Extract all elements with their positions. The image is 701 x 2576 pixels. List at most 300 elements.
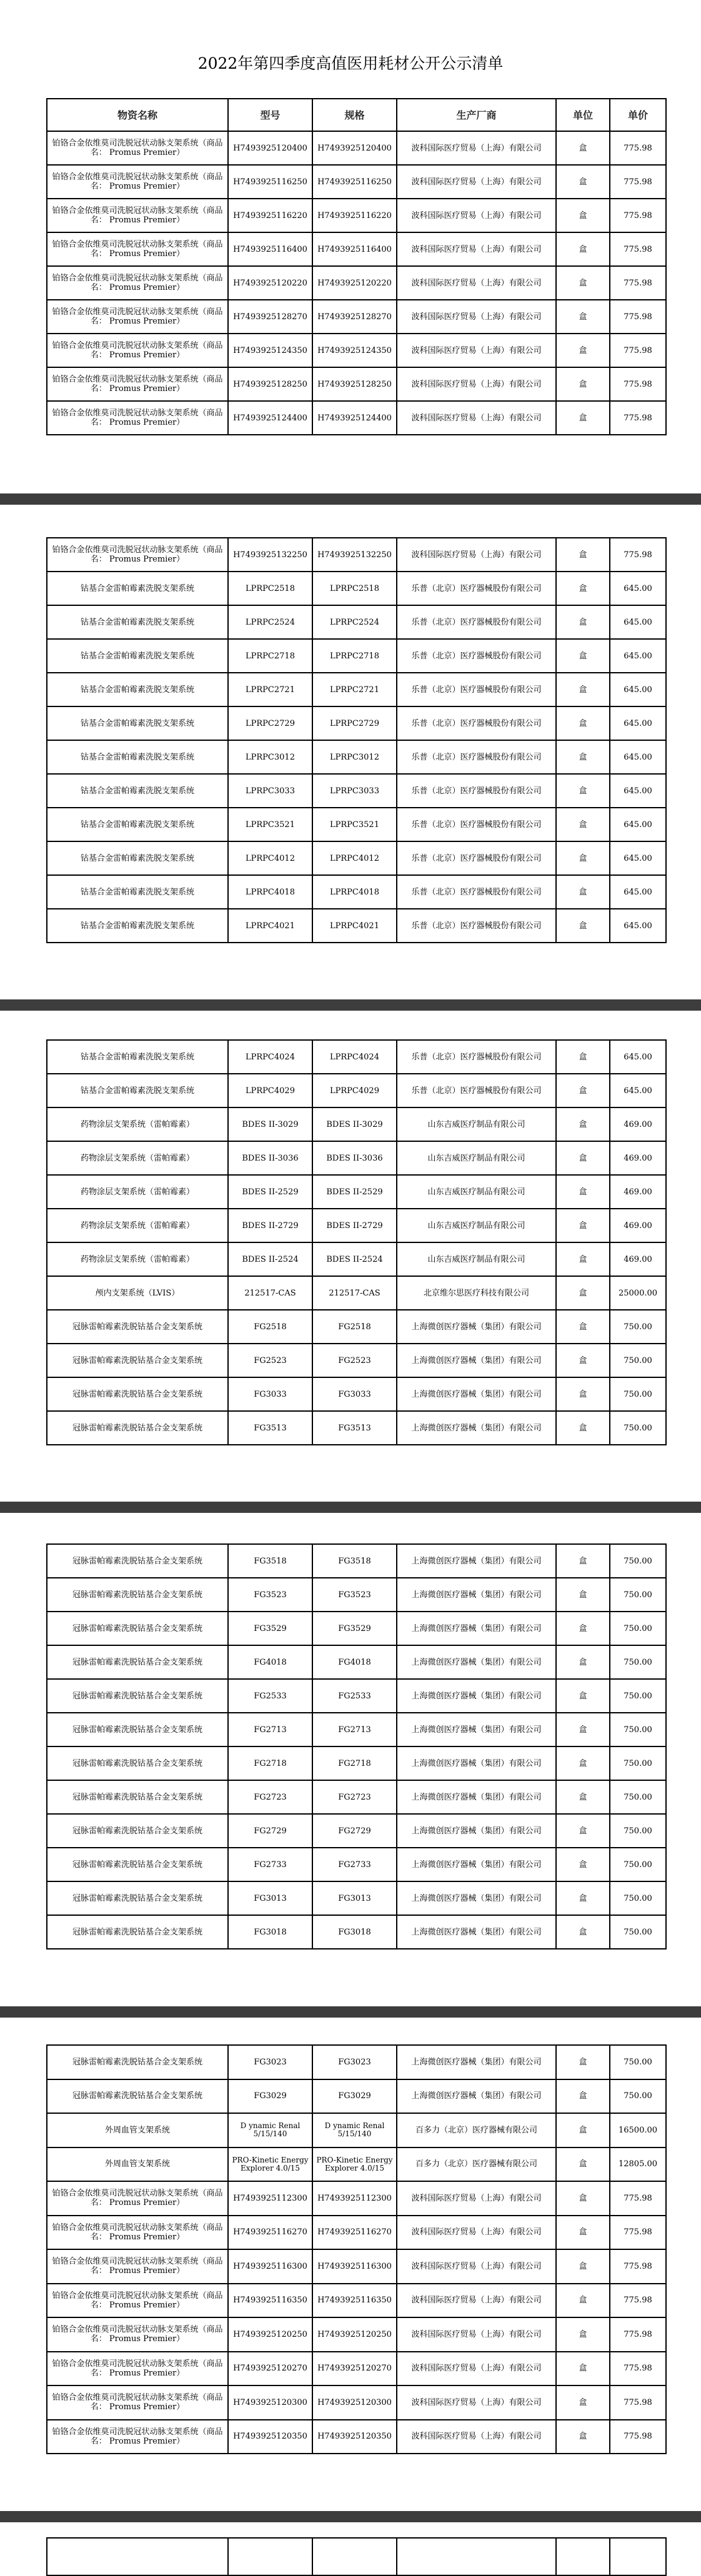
cell-unit: 盒 [556,538,610,572]
cell-item-name: 冠脉雷帕霉素洗脱钴基合金支架系统 [47,1544,228,1578]
cell-spec: FG3529 [312,1612,397,1645]
cell-manufacturer: 上海微创医疗器械（集团）有限公司 [397,1915,556,1949]
cell-spec: H7493925116220 [312,199,397,232]
cell-model: LPRPC2718 [228,639,312,673]
cell-spec: FG3029 [312,2079,397,2114]
cell-spec: H7493925120300 [312,2385,397,2420]
cell-price: 775.98 [610,2284,666,2318]
cell-manufacturer: 上海微创医疗器械（集团）有限公司 [397,1881,556,1915]
cell-spec: FG2733 [312,1848,397,1881]
cell-manufacturer: 波科国际医疗贸易（上海）有限公司 [397,300,556,334]
cell-item-name: 药物涂层支架系统（雷帕霉素） [47,1141,228,1175]
cell-item-name: 钴基合金雷帕霉素洗脱支架系统 [47,639,228,673]
table-row [47,572,666,605]
cell-unit: 盒 [556,1578,610,1612]
table-row [47,909,666,943]
cell-spec: LPRPC4024 [312,1040,397,1074]
cell-price: 775.98 [610,2420,666,2454]
cell-manufacturer: 乐普（北京）医疗器械股份有限公司 [397,605,556,639]
cell-spec: FG2533 [312,1679,397,1713]
page-separator [0,2006,701,2018]
cell-manufacturer: 上海微创医疗器械（集团）有限公司 [397,1814,556,1848]
table-row [47,1645,666,1679]
cell-price: 469.00 [610,1175,666,1209]
cell-price: 775.98 [610,2385,666,2420]
cell-model: FG3529 [228,1612,312,1645]
cell-unit: 盒 [556,1344,610,1377]
cell-manufacturer: 上海微创医疗器械（集团）有限公司 [397,1679,556,1713]
cell-price: 645.00 [610,706,666,740]
cell-price: 645.00 [610,639,666,673]
cell-item-name: 钴基合金雷帕霉素洗脱支架系统 [47,875,228,909]
cell-unit: 盒 [556,1310,610,1344]
cell-price: 469.00 [610,1209,666,1242]
table-row [47,165,666,199]
cell-price: 775.98 [610,131,666,165]
table-row [47,1881,666,1915]
cell-model: H7493925128270 [228,300,312,334]
cell-manufacturer: 乐普（北京）医疗器械股份有限公司 [397,808,556,841]
table-row [47,2352,666,2386]
material-table-page-1 [46,98,667,435]
cell-price: 775.98 [610,2249,666,2284]
cell-manufacturer: 山东吉威医疗制品有限公司 [397,1209,556,1242]
cell-item-name: 钴基合金雷帕霉素洗脱支架系统 [47,1040,228,1074]
cell-model: LPRPC2721 [228,673,312,706]
table-row [47,1344,666,1377]
cell-item-name: 冠脉雷帕霉素洗脱钴基合金支架系统 [47,1645,228,1679]
table-row [47,334,666,367]
cell-spec: H7493925120350 [312,2420,397,2454]
cell-spec: H7493925120270 [312,2352,397,2386]
cell-manufacturer: 乐普（北京）医疗器械股份有限公司 [397,673,556,706]
cell-item-name: 冠脉雷帕霉素洗脱钴基合金支架系统 [47,1814,228,1848]
cell-model: FG2729 [228,1814,312,1848]
cell-unit: 盒 [556,1713,610,1746]
cell-unit: 盒 [556,266,610,300]
cell-item-name: 铂铬合金依维莫司洗脱冠状动脉支架系统（商品名： Promus Premier） [47,300,228,334]
cell-unit: 盒 [556,1377,610,1411]
table-row [47,1411,666,1445]
cell-manufacturer: 波科国际医疗贸易（上海）有限公司 [397,334,556,367]
cell-manufacturer: 波科国际医疗贸易（上海）有限公司 [397,2249,556,2284]
cell-spec: LPRPC4018 [312,875,397,909]
cell-manufacturer: 百多力（北京）医疗器械有限公司 [397,2147,556,2182]
cell-price: 750.00 [610,1310,666,1344]
cell-model: LPRPC2518 [228,572,312,605]
cell-price: 775.98 [610,2181,666,2216]
cell-item-name: 铂铬合金依维莫司洗脱冠状动脉支架系统（商品名： Promus Premier） [47,2420,228,2454]
cell-manufacturer: 上海微创医疗器械（集团）有限公司 [397,1713,556,1746]
cell-unit: 盒 [556,2045,610,2079]
cell-item-name: 铂铬合金依维莫司洗脱冠状动脉支架系统（商品名： Promus Premier） [47,2181,228,2216]
material-table-page-6-partial [46,2537,667,2576]
cell-spec: LPRPC4012 [312,841,397,875]
page-separator [0,2511,701,2522]
table-row [47,2385,666,2420]
cell-unit: 盒 [556,1209,610,1242]
cell-unit: 盒 [556,841,610,875]
cell-spec: BDES II-3036 [312,1141,397,1175]
cell-manufacturer: 乐普（北京）医疗器械股份有限公司 [397,841,556,875]
cell-spec: LPRPC4021 [312,909,397,943]
cell-spec: LPRPC2518 [312,572,397,605]
cell-manufacturer: 乐普（北京）医疗器械股份有限公司 [397,774,556,808]
cell-price: 645.00 [610,841,666,875]
cell-unit: 盒 [556,1175,610,1209]
cell-unit: 盒 [556,774,610,808]
cell-price: 469.00 [610,1107,666,1141]
cell-unit: 盒 [556,1107,610,1141]
table-row [47,1074,666,1107]
cell-price: 645.00 [610,875,666,909]
cell-spec: BDES II-2729 [312,1209,397,1242]
cell-price: 16500.00 [610,2113,666,2147]
material-table-page-4 [46,1543,667,1949]
cell-spec: FG3513 [312,1411,397,1445]
cell-unit: 盒 [556,1881,610,1915]
cell-unit: 盒 [556,165,610,199]
material-table-page-5 [46,2044,667,2454]
table-row [47,1612,666,1645]
cell-unit: 盒 [556,1746,610,1780]
cell-spec: BDES II-3029 [312,1107,397,1141]
cell-unit: 盒 [556,2181,610,2216]
cell-spec: LPRPC2524 [312,605,397,639]
table-row [47,706,666,740]
cell-unit: 盒 [556,2352,610,2386]
cell-item-name: 钴基合金雷帕霉素洗脱支架系统 [47,605,228,639]
table-row [47,538,666,572]
cell-spec: LPRPC2718 [312,639,397,673]
cell-item-name: 钴基合金雷帕霉素洗脱支架系统 [47,572,228,605]
cell-price: 645.00 [610,1074,666,1107]
cell-manufacturer: 波科国际医疗贸易（上海）有限公司 [397,199,556,232]
cell-spec: H7493925116300 [312,2249,397,2284]
cell-manufacturer: 波科国际医疗贸易（上海）有限公司 [397,131,556,165]
cell-unit: 盒 [556,1612,610,1645]
cell-model: LPRPC3033 [228,774,312,808]
table-row [47,2147,666,2182]
cell-unit: 盒 [556,1780,610,1814]
cell-model: LPRPC4012 [228,841,312,875]
table-row [47,401,666,435]
cell-item-name: 钴基合金雷帕霉素洗脱支架系统 [47,774,228,808]
cell-manufacturer: 上海微创医疗器械（集团）有限公司 [397,1544,556,1578]
cell-model: PRO-Kinetic Energy Explorer 4.0/15 [228,2147,312,2182]
cell-price: 775.98 [610,2317,666,2352]
cell-manufacturer: 乐普（北京）医疗器械股份有限公司 [397,909,556,943]
cell-model: H7493925116270 [228,2216,312,2250]
cell-spec: H7493925112300 [312,2181,397,2216]
cell-item-name: 冠脉雷帕霉素洗脱钴基合金支架系统 [47,1411,228,1445]
cell-model: H7493925124350 [228,334,312,367]
cell-price: 750.00 [610,1881,666,1915]
cell-item-name: 钴基合金雷帕霉素洗脱支架系统 [47,808,228,841]
cell-spec: LPRPC4029 [312,1074,397,1107]
cell-manufacturer: 波科国际医疗贸易（上海）有限公司 [397,165,556,199]
cell-manufacturer: 乐普（北京）医疗器械股份有限公司 [397,706,556,740]
cell-spec: H7493925116350 [312,2284,397,2318]
cell-spec: BDES II-2524 [312,1242,397,1276]
cell-unit: 盒 [556,2249,610,2284]
table-row [47,1544,666,1578]
cell-model: 212517-CAS [228,1276,312,1310]
cell-item-name: 冠脉雷帕霉素洗脱钴基合金支架系统 [47,1578,228,1612]
cell-spec: FG2723 [312,1780,397,1814]
cell-price: 645.00 [610,740,666,774]
table-row [47,266,666,300]
cell-manufacturer: 波科国际医疗贸易（上海）有限公司 [397,2284,556,2318]
cell-price: 775.98 [610,165,666,199]
cell-price: 775.98 [610,232,666,266]
cell-model: BDES II-3029 [228,1107,312,1141]
cell-manufacturer: 波科国际医疗贸易（上海）有限公司 [397,266,556,300]
cell-model: H7493925116250 [228,165,312,199]
cell-unit: 盒 [556,2216,610,2250]
cell-price: 645.00 [610,808,666,841]
cell-item-name: 外周血管支架系统 [47,2147,228,2182]
cell-price: 750.00 [610,1814,666,1848]
cell-manufacturer: 波科国际医疗贸易（上海）有限公司 [397,2352,556,2386]
cell-spec: H7493925116400 [312,232,397,266]
cell-unit: 盒 [556,1074,610,1107]
cell-unit: 盒 [556,1242,610,1276]
cell-model: H7493925116220 [228,199,312,232]
cell-manufacturer: 波科国际医疗贸易（上海）有限公司 [397,2420,556,2454]
cell-model: BDES II-2529 [228,1175,312,1209]
cell-item-name: 铂铬合金依维莫司洗脱冠状动脉支架系统（商品名： Promus Premier） [47,2317,228,2352]
cell-manufacturer: 上海微创医疗器械（集团）有限公司 [397,1780,556,1814]
cell-unit: 盒 [556,2079,610,2114]
cell-item-name: 铂铬合金依维莫司洗脱冠状动脉支架系统（商品名： Promus Premier） [47,538,228,572]
cell-item-name: 铂铬合金依维莫司洗脱冠状动脉支架系统（商品名： Promus Premier） [47,367,228,401]
table-row [47,1310,666,1344]
cell-unit: 盒 [556,199,610,232]
cell-model: H7493925120300 [228,2385,312,2420]
cell-manufacturer: 上海微创医疗器械（集团）有限公司 [397,1645,556,1679]
cell-model: H7493925120220 [228,266,312,300]
cell-spec: FG2713 [312,1713,397,1746]
cell-unit: 盒 [556,2284,610,2318]
cell-model: FG2713 [228,1713,312,1746]
cell-unit: 盒 [556,706,610,740]
cell-item-name: 冠脉雷帕霉素洗脱钴基合金支架系统 [47,1780,228,1814]
cell-spec: D ynamic Renal 5/15/140 [312,2113,397,2147]
table-row [47,199,666,232]
cell-model: FG3013 [228,1881,312,1915]
cell-item-name: 颅内支架系统（LVIS） [47,1276,228,1310]
cell-spec: H7493925128250 [312,367,397,401]
cell-manufacturer: 百多力（北京）医疗器械有限公司 [397,2113,556,2147]
cell-spec: FG3523 [312,1578,397,1612]
cell-manufacturer: 北京维尔思医疗科技有限公司 [397,1276,556,1310]
table-row [47,1578,666,1612]
cell-unit: 盒 [556,1814,610,1848]
cell-price: 750.00 [610,1679,666,1713]
header-spec: 规格 [312,99,397,131]
page-separator [0,1502,701,1513]
cell-spec: PRO-Kinetic Energy Explorer 4.0/15 [312,2147,397,2182]
cell-price: 750.00 [610,1612,666,1645]
cell-price: 645.00 [610,572,666,605]
cell-model: H7493925120350 [228,2420,312,2454]
cell-model: LPRPC3012 [228,740,312,774]
table-row [47,774,666,808]
cell-model: LPRPC4021 [228,909,312,943]
cell-unit: 盒 [556,2317,610,2352]
cell-model: H7493925132250 [228,538,312,572]
table-row [47,367,666,401]
cell-unit: 盒 [556,808,610,841]
table-row [47,131,666,165]
cell-model: FG4018 [228,1645,312,1679]
cell-spec: H7493925124400 [312,401,397,435]
cell-spec: FG2518 [312,1310,397,1344]
cell-model: LPRPC4029 [228,1074,312,1107]
table-row [47,1040,666,1074]
cell-model: BDES II-3036 [228,1141,312,1175]
table-row [47,1746,666,1780]
cell-manufacturer: 波科国际医疗贸易（上海）有限公司 [397,2181,556,2216]
cell-item-name: 冠脉雷帕霉素洗脱钴基合金支架系统 [47,1713,228,1746]
cell-price: 469.00 [610,1242,666,1276]
cell-item-name: 铂铬合金依维莫司洗脱冠状动脉支架系统（商品名： Promus Premier） [47,232,228,266]
cell-unit: 盒 [556,639,610,673]
cell-model: FG3018 [228,1915,312,1949]
cell-item-name: 钴基合金雷帕霉素洗脱支架系统 [47,673,228,706]
cell-model: FG2723 [228,1780,312,1814]
cell-price: 750.00 [610,2045,666,2079]
table-row [47,1276,666,1310]
cell-model: FG3033 [228,1377,312,1411]
cell-manufacturer: 上海微创医疗器械（集团）有限公司 [397,1411,556,1445]
cell-manufacturer: 山东吉威医疗制品有限公司 [397,1242,556,1276]
cell-manufacturer: 上海微创医疗器械（集团）有限公司 [397,1344,556,1377]
cell-model: H7493925120250 [228,2317,312,2352]
cell-model: H7493925128250 [228,367,312,401]
cell-manufacturer: 波科国际医疗贸易（上海）有限公司 [397,401,556,435]
cell-spec: FG4018 [312,1645,397,1679]
cell-unit: 盒 [556,875,610,909]
page-separator [0,493,701,505]
table-row [47,1679,666,1713]
cell-price: 750.00 [610,1746,666,1780]
cell-manufacturer: 山东吉威医疗制品有限公司 [397,1107,556,1141]
cell-manufacturer: 乐普（北京）医疗器械股份有限公司 [397,572,556,605]
cell-model: LPRPC4024 [228,1040,312,1074]
cell-spec: LPRPC2729 [312,706,397,740]
cell-model: FG2718 [228,1746,312,1780]
cell-spec: H7493925116250 [312,165,397,199]
cell-price: 775.98 [610,2216,666,2250]
cell-spec: LPRPC3033 [312,774,397,808]
table-row [47,2079,666,2114]
cell-model: FG3523 [228,1578,312,1612]
cell-spec: FG2523 [312,1344,397,1377]
header-manufacturer: 生产厂商 [397,99,556,131]
cell-unit: 盒 [556,2385,610,2420]
table-row [47,2216,666,2250]
cell-model: FG2733 [228,1848,312,1881]
table-row [47,605,666,639]
cell-manufacturer: 上海微创医疗器械（集团）有限公司 [397,2079,556,2114]
cell-price: 750.00 [610,1544,666,1578]
cell-item-name: 铂铬合金依维莫司洗脱冠状动脉支架系统（商品名： Promus Premier） [47,2216,228,2250]
cell-price: 645.00 [610,673,666,706]
cell-item-name: 冠脉雷帕霉素洗脱钴基合金支架系统 [47,1679,228,1713]
cell-model: H7493925116350 [228,2284,312,2318]
cell-price: 750.00 [610,1578,666,1612]
cell-unit: 盒 [556,673,610,706]
cell-spec: FG2718 [312,1746,397,1780]
cell-spec: H7493925120250 [312,2317,397,2352]
table-row [47,1141,666,1175]
cell-manufacturer: 上海微创医疗器械（集团）有限公司 [397,1848,556,1881]
cell-manufacturer: 乐普（北京）医疗器械股份有限公司 [397,1040,556,1074]
table-row [47,2538,666,2575]
cell-item-name: 外周血管支架系统 [47,2113,228,2147]
cell-spec: H7493925120220 [312,266,397,300]
cell-unit: 盒 [556,232,610,266]
cell-price: 775.98 [610,367,666,401]
cell-price: 750.00 [610,1915,666,1949]
table-row [47,1780,666,1814]
cell-price: 775.98 [610,199,666,232]
cell-price: 775.98 [610,266,666,300]
cell-manufacturer: 波科国际医疗贸易（上海）有限公司 [397,538,556,572]
cell-price: 12805.00 [610,2147,666,2182]
cell-manufacturer: 乐普（北京）医疗器械股份有限公司 [397,639,556,673]
cell-spec: BDES II-2529 [312,1175,397,1209]
table-row [47,2249,666,2284]
cell-manufacturer: 波科国际医疗贸易（上海）有限公司 [397,232,556,266]
material-table-page-3 [46,1039,667,1445]
cell-unit: 盒 [556,1141,610,1175]
cell-item-name: 钴基合金雷帕霉素洗脱支架系统 [47,706,228,740]
cell-spec: LPRPC3012 [312,740,397,774]
cell-manufacturer: 上海微创医疗器械（集团）有限公司 [397,1377,556,1411]
cell-model: H7493925112300 [228,2181,312,2216]
cell-model: FG3518 [228,1544,312,1578]
cell-item-name: 铂铬合金依维莫司洗脱冠状动脉支架系统（商品名： Promus Premier） [47,401,228,435]
cell-item-name: 冠脉雷帕霉素洗脱钴基合金支架系统 [47,1612,228,1645]
page-title: 2022年第四季度高值医用耗材公开公示清单 [197,54,504,72]
cell-unit: 盒 [556,1411,610,1445]
header-model: 型号 [228,99,312,131]
header-price: 单价 [610,99,666,131]
table-row [47,808,666,841]
cell-price: 750.00 [610,1344,666,1377]
cell-model: H7493925116300 [228,2249,312,2284]
cell-spec: FG3018 [312,1915,397,1949]
cell-model: LPRPC2729 [228,706,312,740]
cell-item-name: 钴基合金雷帕霉素洗脱支架系统 [47,841,228,875]
cell-item-name: 铂铬合金依维莫司洗脱冠状动脉支架系统（商品名： Promus Premier） [47,199,228,232]
cell-unit: 盒 [556,1040,610,1074]
cell-item-name: 铂铬合金依维莫司洗脱冠状动脉支架系统（商品名： Promus Premier） [47,334,228,367]
cell-spec: FG3013 [312,1881,397,1915]
cell-model: H7493925116400 [228,232,312,266]
cell-item-name: 冠脉雷帕霉素洗脱钴基合金支架系统 [47,1344,228,1377]
cell-unit: 盒 [556,909,610,943]
table-row [47,232,666,266]
cell-item-name: 冠脉雷帕霉素洗脱钴基合金支架系统 [47,2079,228,2114]
cell-unit: 盒 [556,334,610,367]
table-row [47,639,666,673]
cell-spec: H7493925120400 [312,131,397,165]
table-row [47,2113,666,2147]
